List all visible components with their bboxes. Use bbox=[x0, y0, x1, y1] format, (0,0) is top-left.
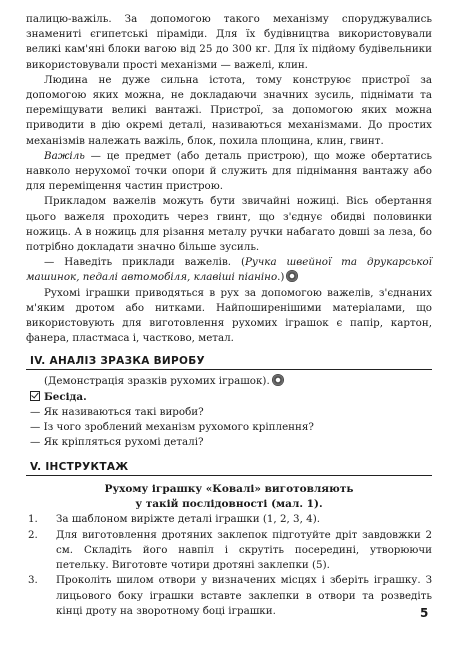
step-number: 2. bbox=[28, 528, 38, 541]
steps-list bbox=[26, 512, 432, 618]
question-item: — Як називаються такі вироби? bbox=[30, 405, 204, 418]
step-text: Проколіть шилом отвори у визначених місцях і зберіть іграшку. З лицьового боку іграшки вставте заклепки в отвори та розведіть кінці дроту на зворотному боці іграшки. bbox=[56, 574, 432, 617]
question-prefix: — Наведіть приклади важелів. ( bbox=[44, 256, 245, 269]
checkbox-icon bbox=[30, 391, 40, 401]
demo-text: (Демонстрація зразків рухомих іграшок). bbox=[44, 375, 270, 388]
list-item bbox=[26, 573, 432, 619]
instruction-title bbox=[26, 482, 432, 512]
defined-term: Важіль bbox=[44, 149, 85, 162]
page-content bbox=[26, 12, 432, 619]
question-item: — Як кріпляться рухомі деталі? bbox=[30, 436, 204, 449]
instruction-title-line: у такій послідовності (мал. 1). bbox=[135, 498, 323, 511]
step-number: 1. bbox=[28, 513, 38, 526]
paragraph: Прикладом важелів можуть бути звичайні ножиці. Вісь обертання цього важеля проходить через гвинт, що з'єднує обидві половинки ножиць. А в ножиць для різання металу ручки набагато довші за леза, бо потрібно докладати значно більше зусиль. bbox=[26, 195, 432, 254]
cd-disc-icon bbox=[286, 270, 298, 282]
instruction-title-line: Рухому іграшку «Ковалі» виготовляють bbox=[104, 483, 354, 496]
step-number: 3. bbox=[28, 574, 38, 587]
list-item bbox=[26, 512, 432, 527]
demo-note bbox=[26, 374, 432, 389]
step-text: Для виготовлення дротяних заклепок підготуйте дріт завдовжки 2 см. Складіть його навпіл і скрутіть посередині, утворюючи петельку. Виготовте чотири дротяні заклепки (5). bbox=[56, 528, 432, 572]
paragraph: Рухомі іграшки приводяться в рух за допомогою важелів, з'єднаних м'яким дротом або нитками. Найпоширенішими матеріалами, що використовують для виготовлення рухомих іграшок є папір, картон, фанера, пластмаса і, частково, метал. bbox=[26, 286, 432, 345]
paragraph: Людина не дуже сильна істота, тому конструює пристрої за допомогою яких можна, не докладаючи значних зусиль, піднімати та переміщувати великі вантажі. Пристрої, за допомогою яких можна приводити в дію окремі деталі, називаються механізмами. До простих механізмів належать важіль, блок, похила площина, клин, гвинт. bbox=[26, 73, 432, 147]
page-number: 5 bbox=[420, 606, 429, 620]
step-text: За шаблоном виріжте деталі іграшки (1, 2, 3, 4). bbox=[56, 513, 320, 526]
definition-paragraph bbox=[26, 149, 432, 195]
conversation-label-text: Бесіда. bbox=[44, 390, 87, 403]
conversation-label bbox=[26, 390, 432, 405]
definition-text: — це предмет (або деталь пристрою), що може обертатись навколо нерухомої точки опори й служить для піднімання вантажу або для переміщення частин пристрою. bbox=[26, 149, 432, 193]
question-examples: Ручка швейної та друкарської машинок, педалі автомобіля, клавіші піаніно bbox=[26, 256, 432, 284]
question-suffix: .) bbox=[277, 271, 285, 284]
section-heading: V. ІНСТРУКТАЖ bbox=[26, 458, 432, 476]
paragraph: палицю-важіль. За допомогою такого механізму споруджувались знамениті єгипетські піраміди. Для їх будівництва використовували великі кам'яні блоки вагою від 25 до 300 кг. Для їх підйому будівельники використовували прості механізми — важелі, клин. bbox=[26, 13, 432, 71]
question-item: — Із чого зроблений механізм рухомого кріплення? bbox=[30, 421, 314, 434]
section-heading: IV. АНАЛІЗ ЗРАЗКА ВИРОБУ bbox=[26, 352, 432, 370]
cd-disc-icon bbox=[272, 374, 284, 386]
question-paragraph bbox=[26, 255, 432, 285]
list-item bbox=[26, 528, 432, 574]
